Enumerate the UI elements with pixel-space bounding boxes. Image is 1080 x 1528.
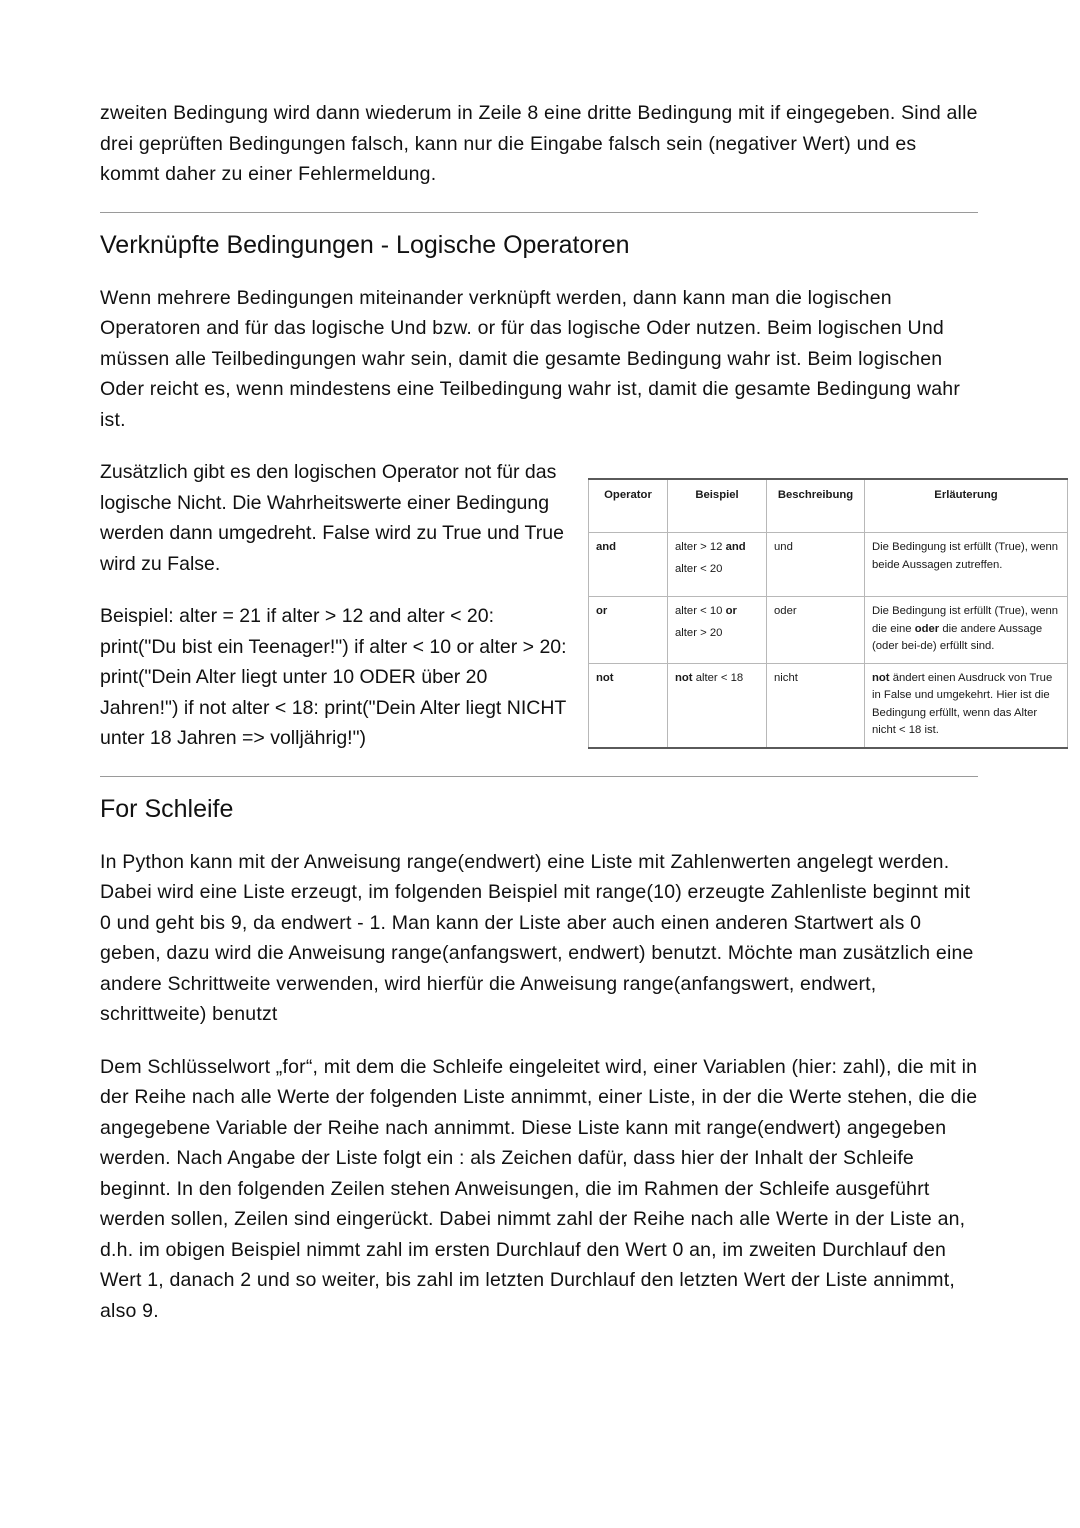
logic-paragraph-2: Zusätzlich gibt es den logischen Operator not für das logische Nicht. Die Wahrheitswerte einer Bedingung werden dann umgedreht. False wird zu True und True wird zu False.	[100, 461, 564, 575]
example-line-1	[675, 539, 759, 557]
th-erlaeuterung: Erläuterung	[865, 479, 1068, 533]
cell-description: und	[767, 533, 865, 597]
operator-table	[588, 478, 1068, 749]
table-row	[589, 597, 1068, 664]
cell-description: oder	[767, 597, 865, 664]
example-bold: and	[725, 541, 746, 553]
cell-explanation	[865, 597, 1068, 664]
explanation-bold: not	[872, 671, 890, 684]
logic-paragraph-3: Beispiel: alter = 21 if alter > 12 and alter < 20: print("Du bist ein Teenager!") if alter < 10 or alter > 20: print("Dein Alter liegt unter 10 ODER über 20 Jahren!") if not alter < 18: print("Dein Alter liegt NICHT unter 18 Jahren => volljährig!")	[100, 605, 567, 749]
table-row	[589, 533, 1068, 597]
heading-for-schleife: For Schleife	[100, 794, 234, 823]
operator-name: not	[596, 671, 614, 684]
cell-description: nicht	[767, 663, 865, 748]
th-operator: Operator	[589, 479, 668, 533]
example-plain: alter > 12	[675, 541, 726, 553]
operator-table-head	[589, 479, 1068, 533]
section-divider-for	[100, 776, 978, 777]
logic-left-column	[100, 457, 570, 754]
logic-table-block	[100, 457, 1059, 754]
example-line-2: alter > 20	[675, 626, 723, 639]
for-paragraph-1: In Python kann mit der Anweisung range(endwert) eine Liste mit Zahlenwerten angelegt werden. Dabei wird eine Liste erzeugt, im folgenden Beispiel mit range(10) erzeugte Zahlenliste beginnt mit 0 und geht bis 9, da endwert - 1. Man kann der Liste aber auch einen anderen Startwert als 0 geben, dazu wird die Anweisung range(anfangswert, endwert) benutzt. Möchte man zusätzlich eine andere Schrittweite verwenden, wird hierfür die Anweisung range(anfangswert, endwert, schrittweite) benutzt	[100, 850, 974, 1025]
logic-right-column	[588, 478, 1059, 749]
cell-example	[668, 533, 767, 597]
explanation-post: die andere Aussage (oder bei-de) erfüllt sind.	[872, 622, 1043, 652]
cell-explanation	[865, 663, 1068, 748]
operator-name: and	[596, 541, 617, 553]
cell-operator	[589, 533, 668, 597]
table-header-row	[589, 479, 1068, 533]
operator-name: or	[596, 605, 608, 617]
explanation-post: ändert einen Ausdruck von True in False und umgekehrt. Hier ist die Bedingung erfüllt, wenn das Alter nicht < 18 ist.	[872, 671, 1053, 736]
table-row	[589, 663, 1068, 748]
explanation-post: Die Bedingung ist erfüllt (True), wenn beide Aussagen zutreffen.	[872, 541, 1059, 571]
example-bold: or	[725, 605, 737, 617]
for-paragraph-2: Dem Schlüsselwort „for“, mit dem die Schleife eingeleitet wird, einer Variablen (hier: zahl), die mit in der Reihe nach alle Werte der folgenden Liste annimmt, einer Liste, in der die Werte stehen, die die angegebene Variable der Reihe nach annimmt. Diese Liste kann mit range(endwert) angegeben werden. Nach Angabe der Liste folgt ein : als Zeichen dafür, dass hier der Inhalt der Schleife beginnt. In den folgenden Zeilen stehen Anweisungen, die im Rahmen der Schleife ausgeführt werden sollen, Zeilen sind eingerückt. Dabei nimmt zahl der Reihe nach alle Werte in der Liste an, d.h. im obigen Beispiel nimmt zahl im ersten Durchlauf den Wert 0 an, im zweiten Durchlauf den Wert 1, danach 2 und so weiter, bis zahl im letzten Durchlauf den letzten Wert der Liste annimmt, also 9.	[100, 1055, 978, 1322]
heading-logische-operatoren: Verknüpfte Bedingungen - Logische Operatoren	[100, 230, 630, 259]
example-line-2: alter < 20	[675, 562, 723, 575]
cell-example	[668, 663, 767, 748]
example-line-1	[675, 670, 759, 688]
example-bold: not	[675, 671, 693, 684]
explanation-pre: Die Bedingung ist erfüllt (True), wenn die eine	[872, 605, 1059, 635]
example-plain: alter < 10	[675, 605, 726, 617]
th-beispiel: Beispiel	[668, 479, 767, 533]
cell-example	[668, 597, 767, 664]
explanation-bold: oder	[914, 622, 940, 635]
intro-paragraph: zweiten Bedingung wird dann wiederum in Zeile 8 eine dritte Bedingung mit if eingegeben. Sind alle drei geprüften Bedingungen falsch, kann nur die Eingabe falsch sein (negativer Wert) und es kommt daher zu einer Fehlermeldung.	[100, 102, 978, 185]
operator-table-body	[589, 533, 1068, 748]
th-beschreibung: Beschreibung	[767, 479, 865, 533]
document-content	[100, 98, 1059, 1348]
cell-explanation	[865, 533, 1068, 597]
cell-operator	[589, 663, 668, 748]
logic-paragraph-1: Wenn mehrere Bedingungen miteinander verknüpft werden, dann kann man die logischen Operatoren and für das logische Und bzw. or für das logische Oder nutzen. Beim logischen Und müssen alle Teilbedingungen wahr sein, damit die gesamte Bedingung wahr ist. Beim logischen Oder reicht es, wenn mindestens eine Teilbedingung wahr ist, damit die gesamte Bedingung wahr ist.	[100, 286, 961, 431]
cell-operator	[589, 597, 668, 664]
example-plain: alter < 18	[692, 671, 744, 684]
section-divider-logic	[100, 212, 978, 213]
example-line-1	[675, 603, 759, 621]
